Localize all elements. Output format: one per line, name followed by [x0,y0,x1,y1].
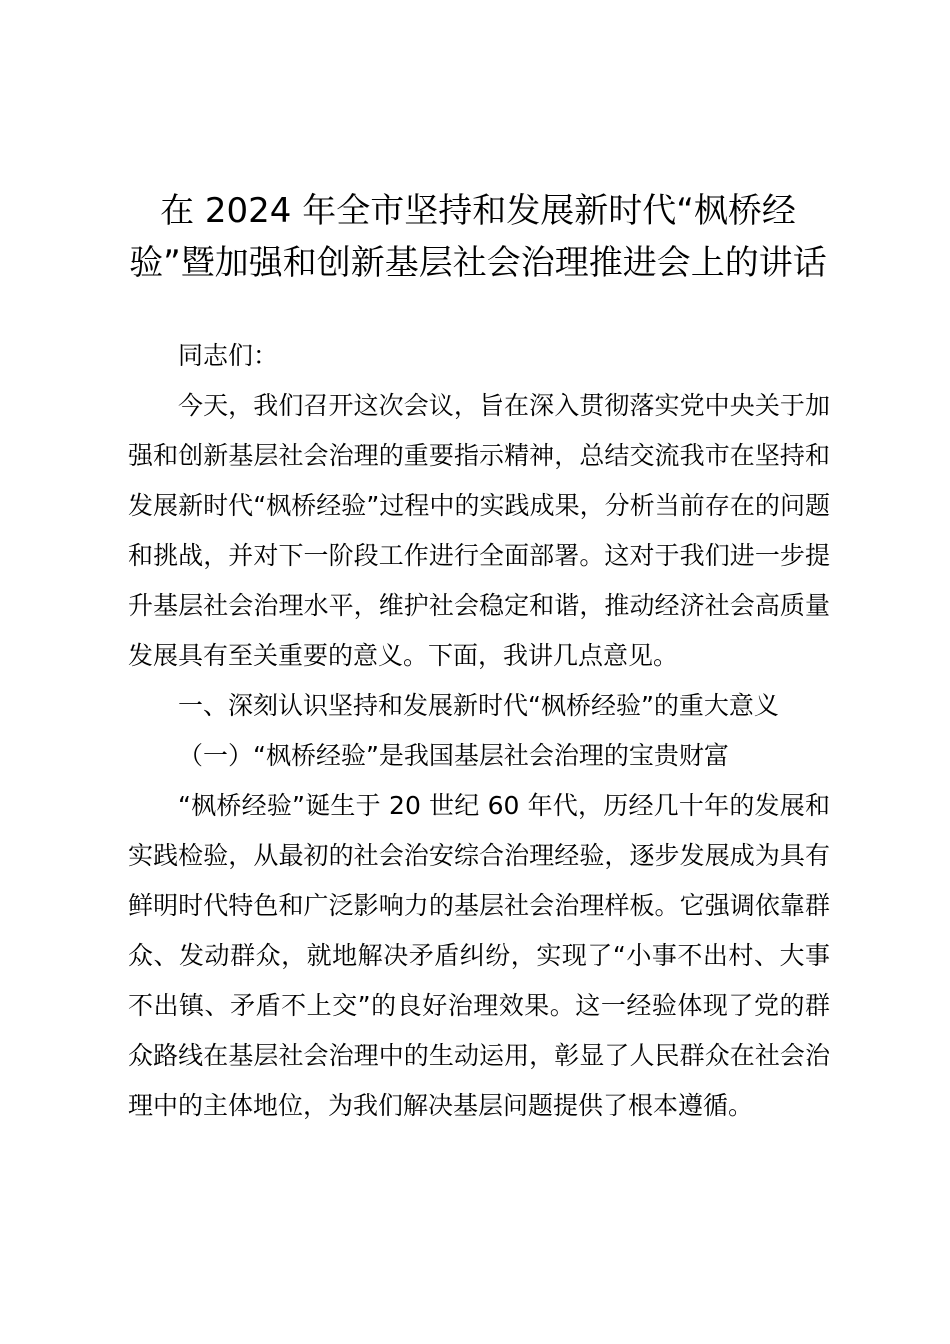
paragraph-intro: 今天，我们召开这次会议，旨在深入贯彻落实党中央关于加强和创新基层社会治理的重要指示精神，总结交流我市在坚持和发展新时代“枫桥经验”过程中的实践成果，分析当前存在的问题和挑战，并对下一阶段工作进行全面部署。这对于我们进一步提升基层社会治理水平，维护社会稳定和谐，推动经济社会高质量发展具有至关重要的意义。下面，我讲几点意见。 [128,391,830,670]
document-title: 在 2024 年全市坚持和发展新时代“枫桥经验”暨加强和创新基层社会治理推进会上的讲话 [129,191,827,283]
subsection-heading-1: （一）“枫桥经验”是我国基层社会治理的宝贵财富 [178,741,729,770]
paragraph-fengqiao: “枫桥经验”诞生于 20 世纪 60 年代，历经几十年的发展和实践检验，从最初的社会治安综合治理经验，逐步发展成为具有鲜明时代特色和广泛影响力的基层社会治理样板。它强调依靠群众、发动群众，就地解决矛盾纠纷，实现了“小事不出村、大事不出镇、矛盾不上交”的良好治理效果。这一经验体现了党的群众路线在基层社会治理中的生动运用，彰显了人民群众在社会治理中的主体地位，为我们解决基层问题提供了根本遵循。 [128,791,830,1120]
section-heading-1: 一、深刻认识坚持和发展新时代“枫桥经验”的重大意义 [178,691,779,720]
document-body [128,331,830,1131]
salutation: 同志们： [178,341,279,370]
